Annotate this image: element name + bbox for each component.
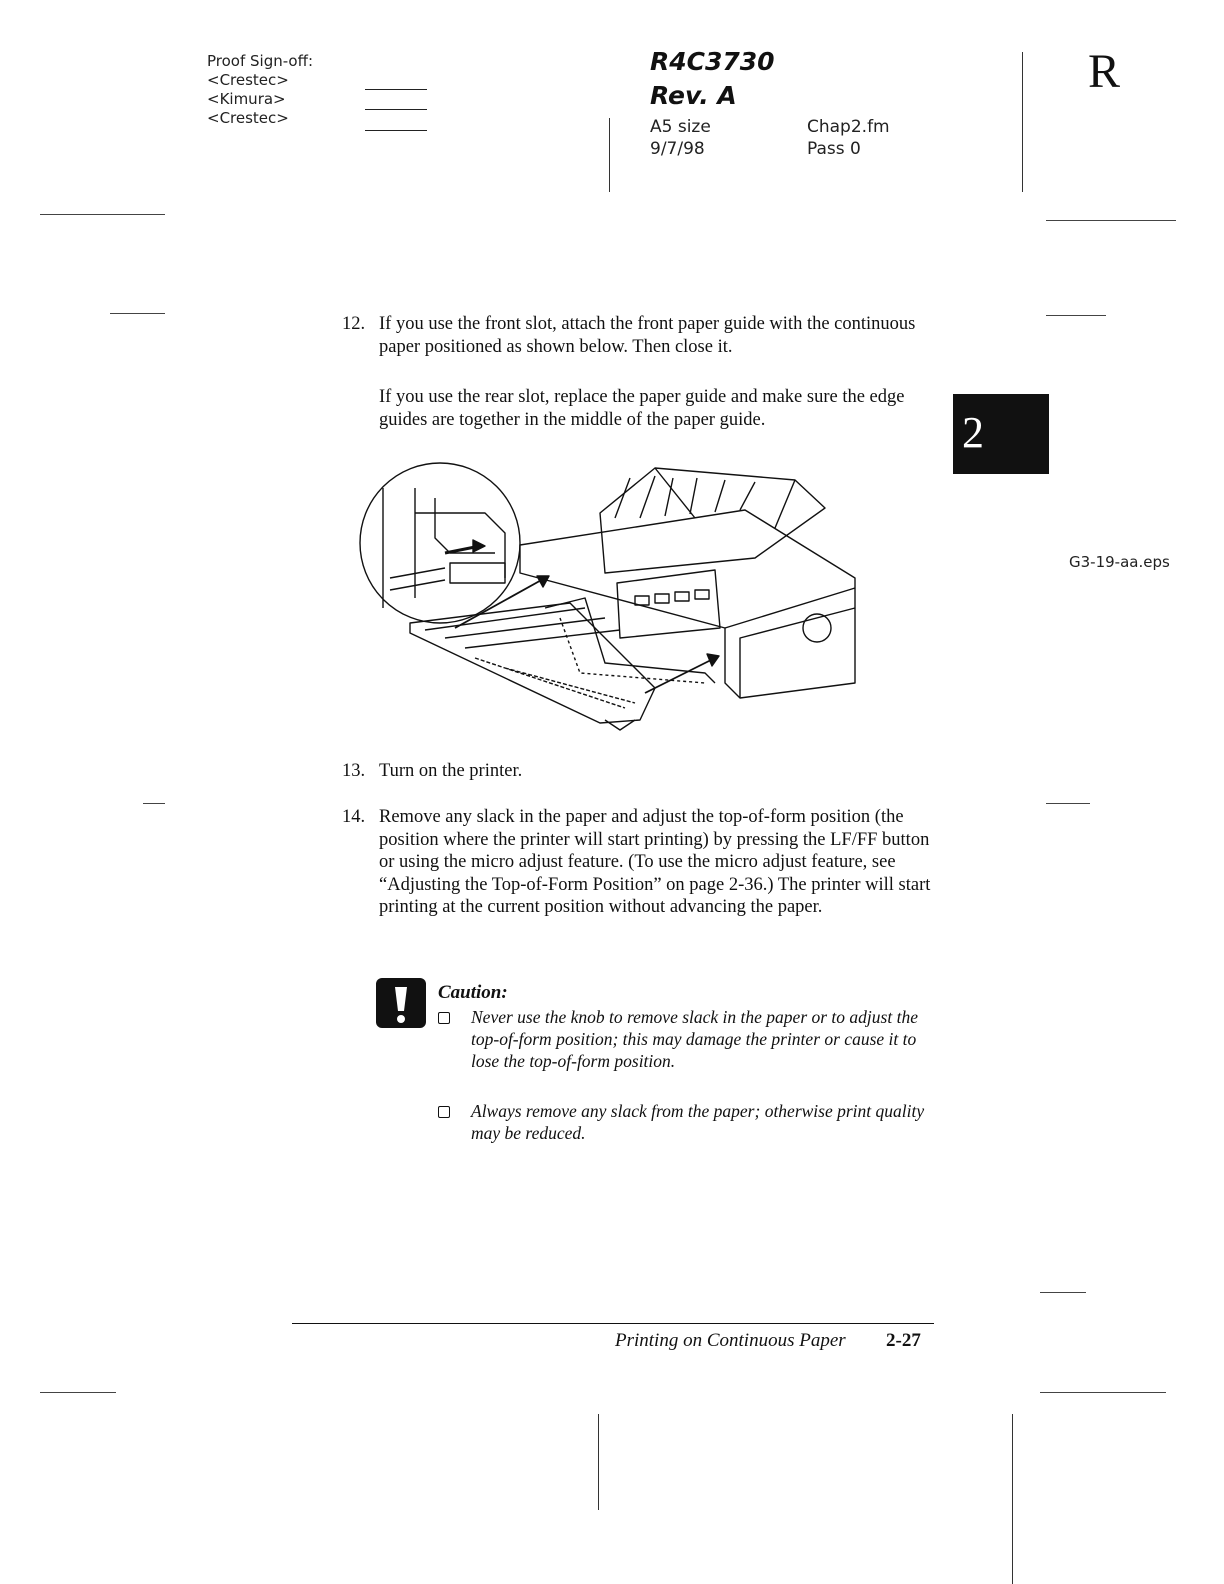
step-number: 12. [342, 314, 366, 334]
caution-title: Caution: [438, 982, 508, 1003]
caution-item: Always remove any slack from the paper; otherwise print quality may be reduced. [471, 1101, 925, 1143]
step-text: Remove any slack in the paper and adjust the top-of-form position (the position where the printer will start printing) by pressing the LF/FF button or using the micro adjust feature. (To use the micro adjust feature, see “Adjusting the Top-of-Form Position” on page 2-36.) The printer will start printing at the current position without advancing the paper. [379, 807, 931, 917]
checkbox-bullet-icon [438, 1012, 450, 1024]
step-text: Turn on the printer. [379, 761, 523, 781]
signoff-line [365, 89, 427, 90]
step-number: 14. [342, 807, 366, 827]
crop-mark [1040, 1292, 1086, 1293]
signoff-line [365, 130, 427, 131]
proof-signoff-block [207, 52, 313, 128]
checkbox-bullet-icon [438, 1106, 450, 1118]
signoff-entry: <Crestec> [207, 109, 289, 127]
doc-date: 9/7/98 [650, 139, 705, 159]
page-size: A5 size [650, 117, 711, 137]
crop-mark [1046, 220, 1176, 221]
crop-mark [40, 1392, 116, 1393]
crop-mark [1046, 315, 1106, 316]
step-text: If you use the front slot, attach the front paper guide with the continuous paper positioned as shown below. Then close it. [379, 314, 916, 357]
caution-item: Never use the knob to remove slack in the paper or to adjust the top-of-form position; this may damage the printer or cause it to lose the top-of-form position. [471, 1007, 918, 1071]
crop-mark [110, 313, 165, 314]
header-right-rule [1022, 52, 1023, 192]
crop-mark [1046, 803, 1090, 804]
step-14 [342, 806, 942, 919]
footer-page-number: 2-27 [886, 1330, 921, 1351]
revision: Rev. A [650, 81, 737, 110]
step-13 [342, 760, 942, 783]
caution-icon [376, 978, 426, 1028]
chapter-number: 2 [962, 408, 984, 457]
footer-rule [292, 1323, 934, 1324]
crop-mark [1012, 1414, 1013, 1584]
crop-mark [1040, 1392, 1166, 1393]
pass-number: Pass 0 [807, 139, 861, 159]
crop-mark [598, 1414, 599, 1510]
crop-mark [143, 803, 165, 804]
signoff-line [365, 109, 427, 110]
step-12-followup: If you use the rear slot, replace the paper guide and make sure the edge guides are together in the middle of the paper guide. [379, 387, 905, 430]
signoff-entry: <Crestec> [207, 71, 289, 89]
header-divider [609, 118, 610, 192]
crop-mark [40, 214, 165, 215]
printer-illustration [355, 458, 875, 733]
doc-code: R4C3730 [650, 47, 775, 76]
chapter-tab [953, 394, 1049, 474]
corner-letter: R [1088, 45, 1121, 98]
step-number: 13. [342, 761, 366, 781]
file-name: Chap2.fm [807, 117, 890, 137]
footer-section-title: Printing on Continuous Paper [615, 1330, 846, 1351]
step-12 [342, 313, 942, 358]
signoff-entry: <Kimura> [207, 90, 286, 108]
figure-filename: G3-19-aa.eps [1069, 553, 1170, 571]
proof-signoff-label: Proof Sign-off: [207, 52, 313, 70]
